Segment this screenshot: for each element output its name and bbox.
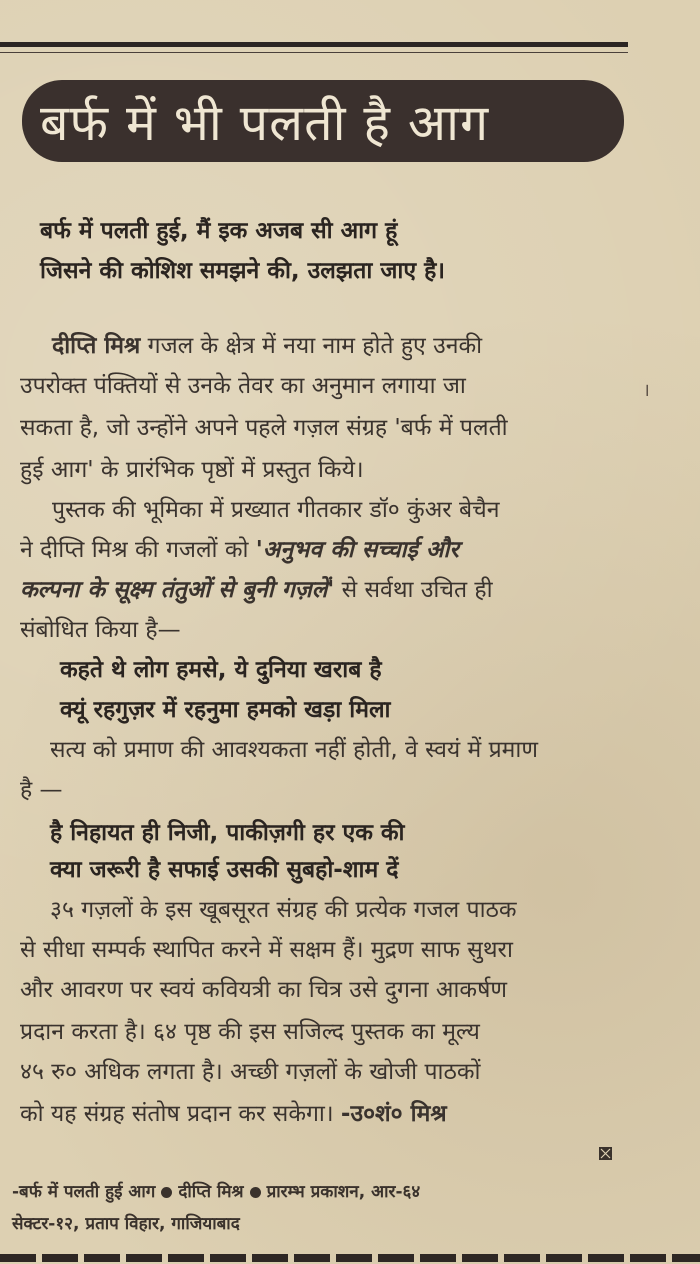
footer-line-1 (12, 1179, 420, 1202)
para1-line-1 (20, 328, 482, 360)
para2-line-3 (20, 572, 493, 604)
top-rule (0, 42, 628, 47)
margin-mark: । (643, 380, 650, 401)
quote-part-2: कल्पना के सूक्ष्म तंतुओं से बुनी गज़लें' (20, 577, 335, 603)
verse1-line-2: क्यूं रहगुज़र में रहनुमा हमको खड़ा मिला (60, 697, 391, 723)
verse1-line-1: कहते थे लोग हमसे, ये दुनिया खराब है (60, 657, 382, 683)
para2-line-1: पुस्तक की भूमिका में प्रख्यात गीतकार डॉ० कुंअर बेचैन (52, 497, 500, 523)
bullet-icon (250, 1187, 261, 1198)
quote-part-1: 'अनुभव की सच्चाई और (255, 537, 459, 563)
footer-book-title: -बर्फ में पलती हुई आग (12, 1182, 156, 1202)
end-mark-icon (598, 1146, 613, 1161)
para2-line-2-text: ने दीप्ति मिश्र की गजलों को (20, 537, 256, 563)
para1-line-2: उपरोक्त पंक्तियों से उनके तेवर का अनुमान लगाया जा (20, 373, 466, 399)
footer-author: दीप्ति मिश्र (178, 1182, 244, 1202)
article-title: बर्फ में भी पलती है आग (40, 94, 490, 152)
top-rule-thin (0, 52, 628, 53)
para3-line-2: है — (20, 777, 63, 803)
footer-publisher: प्रारम्भ प्रकाशन, आर-६४ (266, 1182, 421, 1202)
para4-line-1: ३५ गज़लों के इस खूबसूरत संग्रह की प्रत्येक गजल पाठक (50, 897, 517, 923)
author-name: दीप्ति मिश्र (52, 333, 141, 359)
couplet-line-1: बर्फ में पलती हुई, मैं इक अजब सी आग हूं (40, 218, 398, 244)
verse2-line-2: क्या जरूरी है सफाई उसकी सुबहो-शाम दें (50, 857, 399, 883)
bullet-icon (161, 1187, 172, 1198)
para4-line-3: और आवरण पर स्वयं कवियत्री का चित्र उसे दुगना आकर्षण (20, 977, 508, 1003)
para2-line-4: संबोधित किया है— (20, 617, 181, 643)
para4-line-6-text: को यह संग्रह संतोष प्रदान कर सकेगा। (20, 1101, 341, 1127)
para4-line-5: ४५ रु० अधिक लगता है। अच्छी गज़लों के खोजी पाठकों (20, 1059, 481, 1085)
footer-line-2: सेक्टर-१२, प्रताप विहार, गाजियाबाद (12, 1214, 240, 1234)
reviewer-name: -उ०शं० मिश्र (340, 1101, 447, 1127)
bottom-rule (0, 1254, 700, 1262)
para4-line-6 (20, 1096, 447, 1128)
para1-line-1-text: गजल के क्षेत्र में नया नाम होते हुए उनकी (140, 333, 483, 359)
para2-line-2 (20, 532, 459, 564)
para1-line-3: सकता है, जो उन्होंने अपने पहले गज़ल संग्रह 'बर्फ में पलती (20, 415, 508, 441)
verse2-line-1: है निहायत ही निजी, पाकीज़गी हर एक की (50, 820, 405, 846)
para2-line-3-text: से सर्वथा उचित ही (334, 577, 493, 603)
couplet-line-2: जिसने की कोशिश समझने की, उलझता जाए है। (40, 258, 446, 284)
para3-line-1: सत्य को प्रमाण की आवश्यकता नहीं होती, वे स्वयं में प्रमाण (50, 737, 539, 763)
para4-line-2: से सीधा सम्पर्क स्थापित करने में सक्षम हैं। मुद्रण साफ सुथरा (20, 937, 513, 963)
para4-line-4: प्रदान करता है। ६४ पृष्ठ की इस सजिल्द पुस्तक का मूल्य (20, 1019, 480, 1045)
para1-line-4: हुई आग' के प्रारंभिक पृष्ठों में प्रस्तुत किये। (20, 457, 364, 483)
title-banner (22, 80, 624, 162)
